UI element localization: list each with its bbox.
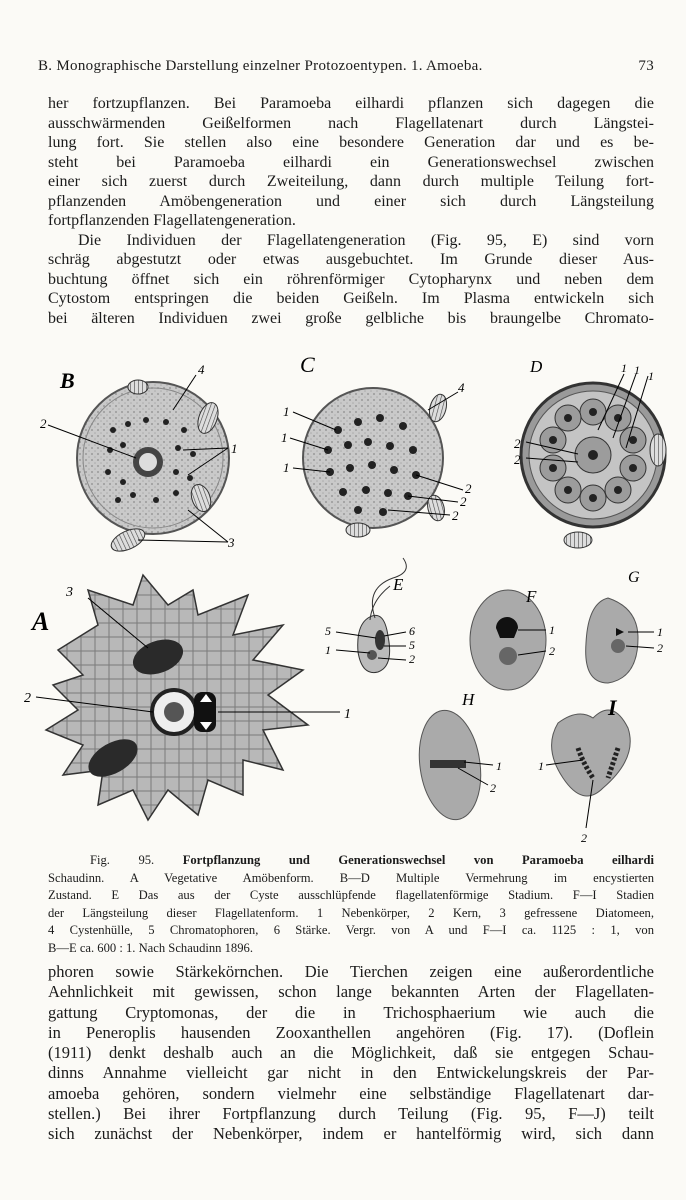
- number-label: 2: [460, 494, 467, 509]
- number-label: 2: [514, 452, 521, 467]
- text-line: lung fort. Sie stellen also eine besondere Generation dar und es be-: [48, 134, 654, 151]
- number-label: 5: [325, 624, 331, 638]
- text-line: steht bei Paramoeba eilhardi ein Generationswechsel zwischen: [48, 153, 654, 171]
- text-line: amoeba gehören, sondern vielmehr eine selbständige Flagellatenart dar-: [48, 1083, 654, 1103]
- text-line: pflanzenden Amöbengeneration und einer sich durch Längsteilung: [48, 192, 654, 210]
- caption-title-line: [48, 852, 654, 870]
- label-e: E: [393, 575, 404, 594]
- label-h: H: [462, 690, 475, 709]
- number-label: 4: [198, 362, 205, 377]
- number-label: 6: [409, 624, 415, 638]
- text-line: sich zunächst der Nebenkörper, indem er hantelförmig wird, sich dann: [48, 1124, 654, 1144]
- text-line: schräg abgestutzt oder etwas ausgebuchtet. Im Grunde dieser Aus-: [48, 251, 654, 268]
- text-line: Cytostom entspringen die beiden Geißeln. Im Plasma entwickeln sich: [48, 290, 654, 307]
- panel-d-drawing: [521, 374, 666, 548]
- number-label: 3: [228, 535, 235, 550]
- label-a: A: [32, 607, 50, 636]
- number-label: 1: [538, 759, 544, 773]
- number-label: 1: [283, 404, 290, 419]
- panel-i-drawing: [546, 710, 630, 828]
- number-label: 2: [490, 781, 496, 795]
- number-label: 2: [514, 436, 521, 451]
- caption-line: der Längsteilung dieser Flagellatenform. 1 Nebenkörper, 2 Kern, 3 gefressene Diatomeen,: [48, 905, 654, 920]
- panel-a-drawing: [36, 575, 340, 820]
- panel-b-drawing: [48, 375, 229, 556]
- caption-figure-number: Fig. 95.: [90, 853, 155, 867]
- label-i: I: [608, 695, 617, 720]
- label-g: G: [628, 569, 640, 586]
- label-d: D: [530, 357, 543, 376]
- text-line: gattung Cryptomonas, der die in Trichosphaerium wie auch die: [48, 1002, 654, 1022]
- number-label: 1: [325, 643, 331, 657]
- number-label: 4: [458, 380, 465, 395]
- number-label: 2: [24, 691, 31, 706]
- text-line: in Peneroplis hausenden Zooxanthellen angehören (Fig. 17). (Doflein: [48, 1022, 654, 1042]
- label-c: C: [300, 352, 315, 377]
- caption-line: Schaudinn. A Vegetative Amöbenform. B—D Multiple Vermehrung im encystierten: [48, 870, 654, 885]
- caption-line: Zustand. E Das aus der Cyste ausschlüpfende flagellatenförmige Stadium. F—I Stadien: [48, 888, 654, 903]
- text-line: phoren sowie Stärkekörnchen. Die Tierchen zeigen eine außerordentliche: [48, 962, 654, 981]
- text-line: bei älteren Individuen zwei große gelbliche bis braungelbe Chromato-: [48, 309, 654, 327]
- text-line: buchtung öffnet sich ein röhrenförmiger Cytopharynx und neben dem: [48, 270, 654, 288]
- text-line: stellen.) Bei ihrer Fortpflanzung durch Teilung (Fig. 95, F—J) teilt: [48, 1104, 654, 1124]
- number-label: 3: [66, 585, 73, 600]
- text-line: einer sich zuerst durch Zweiteilung, dann durch multiple Teilung fort-: [48, 173, 654, 190]
- number-label: 2: [465, 481, 472, 496]
- panel-h-drawing: [413, 706, 493, 823]
- caption-title: Fortpflanzung und Generationswechsel von Paramoeba eilhardi: [182, 853, 654, 867]
- caption-line: B—E ca. 600 : 1. Nach Schaudinn 1896.: [48, 940, 253, 955]
- number-label: 1: [344, 707, 351, 722]
- number-label: 1: [621, 361, 627, 375]
- text-line: ausschwärmenden Geißelformen nach Flagellatenart durch Längstei-: [48, 114, 654, 132]
- bottom-paragraph: [48, 962, 654, 1145]
- number-label: 1: [496, 759, 502, 773]
- label-b: B: [60, 368, 75, 393]
- number-label: 1: [283, 460, 290, 475]
- text-line: fortpflanzenden Flagellatengeneration.: [48, 212, 296, 229]
- caption-line: 4 Cystenhülle, 5 Chromatophoren, 6 Stärke. Vergr. von A und F—I ca. 1125 : 1, von: [48, 923, 654, 938]
- number-label: 1: [648, 369, 654, 383]
- panel-c-drawing: [290, 388, 463, 537]
- number-label: 1: [634, 363, 640, 377]
- running-header-title: B. Monographische Darstellung einzelner Protozoentypen. 1. Amoeba.: [38, 58, 483, 74]
- number-label: 2: [409, 652, 415, 666]
- text-line: (1911) denkt deshalb auch an die Möglichkeit, daß sie entgegen Schau-: [48, 1043, 654, 1063]
- number-label: 1: [549, 623, 555, 637]
- text-line: her fortzupflanzen. Bei Paramoeba eilhardi pflanzen sich dagegen die: [48, 95, 654, 112]
- number-label: 2: [581, 831, 587, 845]
- number-label: 2: [549, 644, 555, 658]
- number-label: 2: [657, 641, 663, 655]
- number-label: 1: [657, 625, 663, 639]
- top-paragraph: [48, 94, 654, 328]
- figure-drawing: [18, 350, 668, 850]
- running-header: [38, 58, 654, 82]
- number-label: 2: [452, 508, 459, 523]
- text-line: Aehnlichkeit mit gewissen, schon lange bekannten Arten der Flagellaten-: [48, 982, 654, 1002]
- text-line: dinns Annahme vielleicht gar nicht in den Entwickelungskreis der Par-: [48, 1063, 654, 1083]
- text-line: Die Individuen der Flagellatengeneration (Fig. 95, E) sind vorn: [78, 231, 654, 249]
- number-label: 1: [231, 441, 238, 456]
- page-number: 73: [638, 58, 654, 74]
- panel-g-drawing: [586, 598, 654, 683]
- figure-95-illustration: [18, 350, 668, 850]
- figure-caption: [48, 852, 654, 958]
- number-label: 5: [409, 638, 415, 652]
- number-label: 1: [281, 430, 288, 445]
- number-label: 2: [40, 416, 47, 431]
- label-f: F: [526, 587, 537, 606]
